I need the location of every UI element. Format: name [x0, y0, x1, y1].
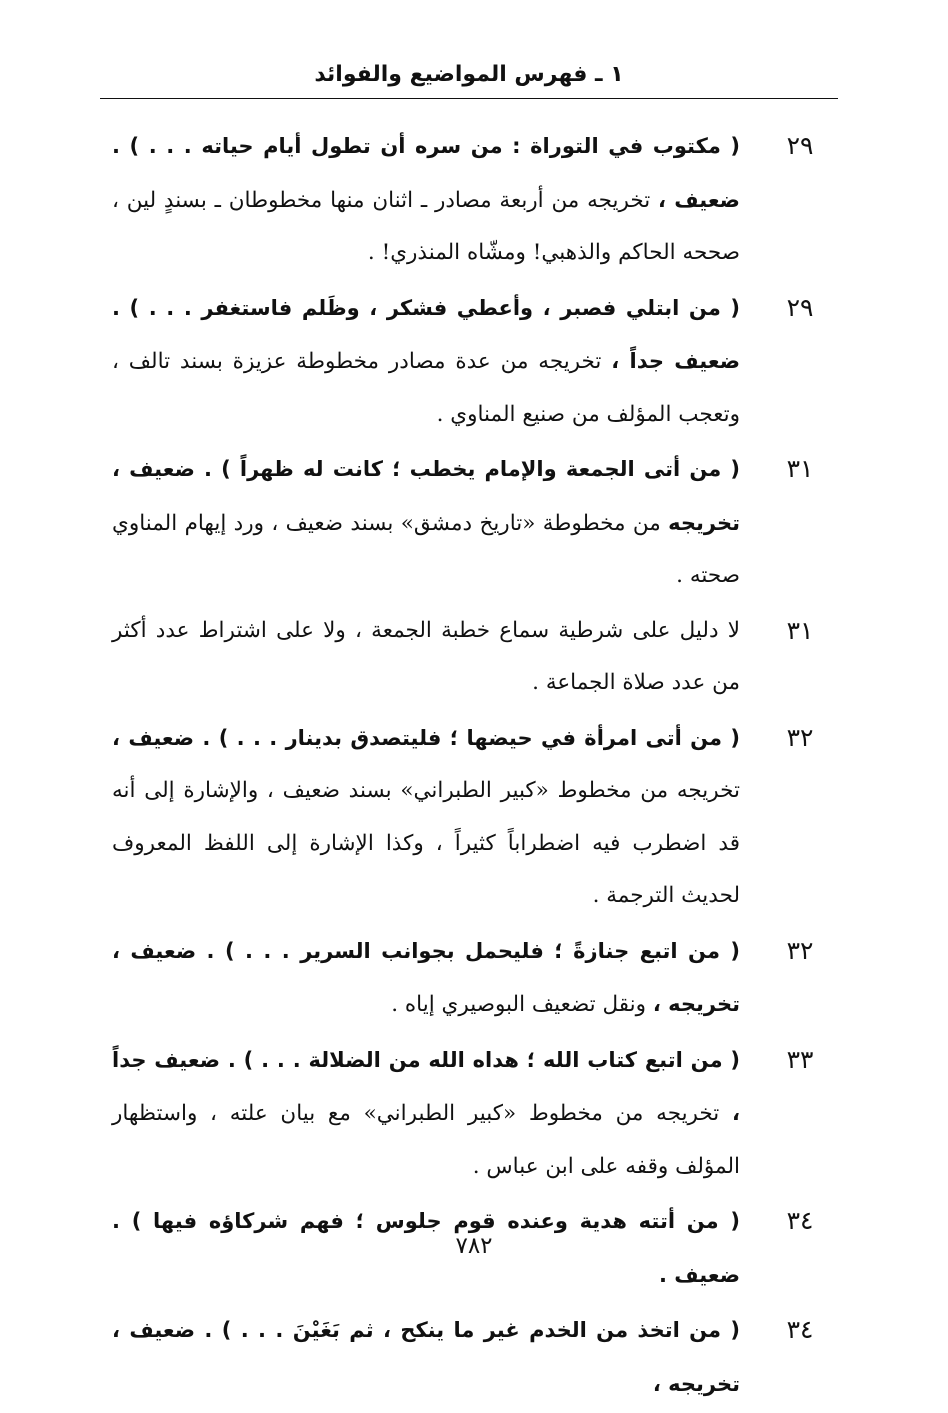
index-entry: [112, 605, 830, 710]
entry-page-reference: ٣١: [786, 454, 814, 483]
entry-note: تخريجه من مخطوط «كبير الطبراني» مع بيان علته ، واستظهار المؤلف وقفه على ابن عباس .: [112, 1101, 740, 1179]
entry-page-reference: ٣٤: [786, 1206, 814, 1235]
entry-text: [112, 1304, 740, 1411]
hadith-text: ( من اتبع جنازةً ؛ فليحمل بجوانب السرير . . . ) . ضعيف ، تخريجه ،: [112, 938, 740, 1016]
entry-note: تخريجه من أربعة مصادر ـ اثنان منها مخطوطان ـ بسندٍ لين ، صححه الحاكم والذهبي! ومشّاه المنذري! .: [112, 187, 740, 265]
entry-note: تخريجه من مخطوط «كبير الطبراني» بسند ضعيف ، والإشارة إلى أنه قد اضطرب فيه اضطراباً كثيراً ، وكذا الإشارة إلى اللفظ المعروف لحديث الترجمة .: [112, 778, 740, 908]
header-rule: [100, 98, 838, 99]
index-entry: [112, 1034, 830, 1194]
hadith-text: ( من اتخذ من الخدم غير ما ينكح ، ثم بَغَيْنَ . . . ) . ضعيف ، تخريجه ،: [112, 1318, 740, 1396]
index-entry: [112, 282, 830, 442]
entry-note: من مخطوطة «تاريخ دمشق» بسند ضعيف ، ورد إيهام المناوي صحته .: [112, 510, 740, 588]
entry-page-reference: ٣٤: [786, 1315, 814, 1344]
entry-page-reference: ٢٩: [786, 292, 814, 322]
entry-page-reference: ٣٢: [786, 722, 814, 752]
running-header: ١ ـ فهرس المواضيع والفوائد: [314, 62, 624, 87]
entry-page-reference: ٣٣: [786, 1044, 814, 1074]
entry-note: لا دليل على شرطية سماع خطبة الجمعة ، ولا على اشتراط عدد أكثر من عدد صلاة الجماعة .: [112, 617, 740, 695]
hadith-text: ( من أتى الجمعة والإمام يخطب ؛ كانت له ظهراً ) . ضعيف ، تخريجه: [112, 457, 740, 535]
entry-note: تخريجه من عدة مصادر مخطوطة عزيزة بسند تالف ، وتعجب المؤلف من صنيع المناوي .: [112, 349, 740, 427]
hadith-text: ( مكتوب في التوراة : من سره أن تطول أيام حياته . . . ) . ضعيف ،: [112, 134, 740, 212]
entry-page-reference: ٣٢: [786, 935, 814, 965]
page-number: ٧٨٢: [455, 1233, 493, 1259]
index-entry: [112, 120, 830, 280]
entry-page-reference: ٢٩: [786, 131, 814, 160]
entry-text: [112, 443, 740, 603]
entry-text: [112, 605, 740, 710]
entry-text: [112, 282, 740, 442]
entry-text: [112, 1034, 740, 1194]
hadith-text: ( من أتته هدية وعنده قوم جلوس ؛ فهم شركاؤه فيها ) . ضعيف .: [112, 1209, 740, 1287]
index-entry: [112, 1304, 830, 1411]
entry-text: [112, 120, 740, 280]
index-entry: [112, 443, 830, 603]
index-entries: [112, 120, 830, 1413]
entry-page-reference: ٣١: [786, 615, 814, 645]
hadith-text: ( من ابتلي فصبر ، وأعطي فشكر ، وظَلم فاستغفر . . . ) . ضعيف جداً ،: [112, 295, 740, 373]
hadith-text: ( من أتى امرأة في حيضها ؛ فليتصدق بدينار . . . ) . ضعيف ،: [112, 725, 740, 750]
entry-text: [112, 925, 740, 1032]
index-entry: [112, 712, 830, 923]
entry-note: ونقل تضعيف البوصيري إياه .: [391, 992, 647, 1017]
index-entry: [112, 925, 830, 1032]
hadith-text: ( من اتبع كتاب الله ؛ هداه الله من الضلالة . . . ) . ضعيف جداً ،: [112, 1047, 740, 1125]
entry-text: [112, 712, 740, 923]
